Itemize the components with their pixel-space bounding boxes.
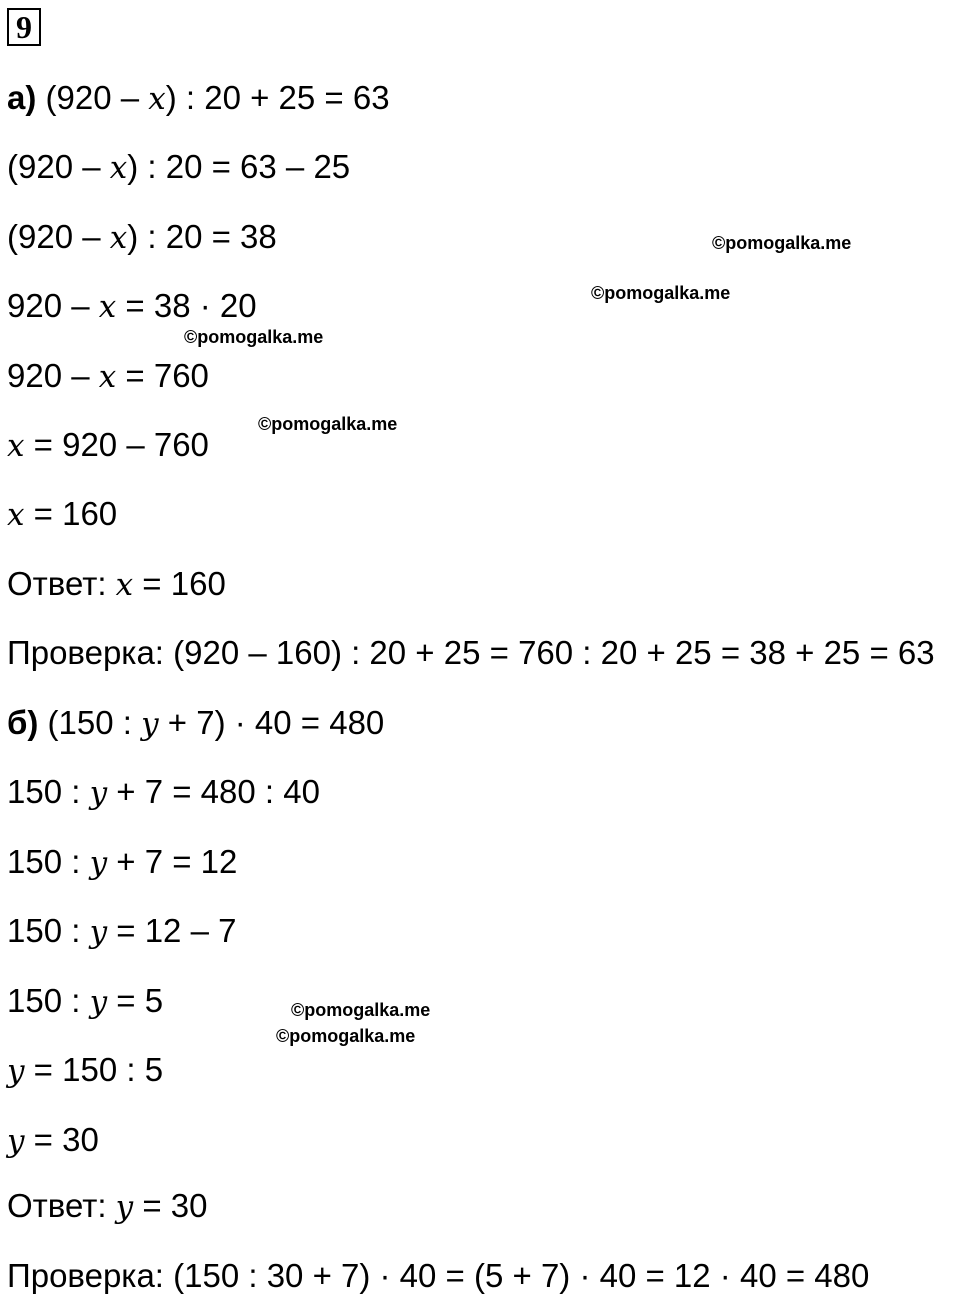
part-b-equation	[7, 703, 384, 744]
variable: y	[89, 984, 108, 1020]
expr-text: = 38 · 20	[116, 287, 257, 324]
expr-text: ) : 20 + 25 = 63	[165, 79, 390, 116]
variable: y	[115, 1189, 134, 1225]
expr-text: = 150 : 5	[24, 1051, 164, 1088]
expr-text: 150 :	[7, 843, 90, 880]
part-a-check: Проверка: (920 – 160) : 20 + 25 = 760 : 20 + 25 = 38 + 25 = 63	[7, 634, 935, 671]
expr-text: (150 :	[47, 704, 142, 741]
expr-text: = 12 – 7	[107, 912, 237, 949]
part-b-step-5	[7, 1050, 163, 1091]
variable: y	[89, 845, 108, 881]
watermark: ©pomogalka.me	[712, 233, 852, 253]
expr-text: Ответ:	[7, 565, 116, 602]
variable: y	[89, 914, 108, 950]
expr-text: 920 –	[7, 357, 99, 394]
variable: x	[7, 428, 25, 464]
part-b-step-6	[7, 1120, 99, 1161]
expr-text: = 5	[107, 982, 164, 1019]
part-a-step-2	[7, 217, 277, 258]
part-a-step-3	[7, 286, 257, 327]
expr-text: = 920 – 760	[24, 426, 209, 463]
watermark: ©pomogalka.me	[184, 327, 324, 347]
part-b-step-3	[7, 911, 236, 952]
watermark: ©pomogalka.me	[276, 1026, 416, 1046]
part-b-step-2	[7, 842, 237, 883]
variable: x	[148, 81, 166, 117]
expr-text: = 760	[116, 357, 209, 394]
expr-text: = 160	[24, 495, 118, 532]
part-a-equation	[7, 78, 390, 119]
expr-text: (920 –	[45, 79, 149, 116]
variable: x	[98, 359, 117, 395]
expr-text: Ответ:	[7, 1187, 116, 1224]
expr-text: 150 :	[7, 982, 90, 1019]
expr-text: 150 :	[7, 773, 90, 810]
task-number: 9	[7, 8, 41, 46]
part-a-step-6	[7, 494, 117, 535]
expr-text: (920 –	[7, 218, 110, 255]
expr-text: = 160	[133, 565, 226, 602]
variable: x	[7, 497, 25, 533]
variable: x	[109, 220, 128, 256]
part-b-label: б)	[7, 704, 39, 741]
variable: y	[141, 706, 159, 742]
part-a-step-4	[7, 356, 209, 397]
expr-text: = 30	[133, 1187, 208, 1224]
variable: y	[7, 1053, 25, 1089]
part-b-step-4	[7, 981, 163, 1022]
variable: y	[7, 1123, 25, 1159]
expr-text: + 7) · 40 = 480	[158, 704, 385, 741]
variable: y	[89, 775, 108, 811]
expr-text: ) : 20 = 38	[127, 218, 277, 255]
expr-text: + 7 = 480 : 40	[107, 773, 320, 810]
variable: x	[115, 567, 134, 603]
expr-text: 920 –	[7, 287, 99, 324]
part-a-step-5	[7, 425, 209, 466]
expr-text: 150 :	[7, 912, 90, 949]
expr-text: (920 –	[7, 148, 110, 185]
variable: x	[109, 150, 128, 186]
part-b-check: Проверка: (150 : 30 + 7) · 40 = (5 + 7) · 40 = 12 · 40 = 480	[7, 1257, 870, 1294]
expr-text: ) : 20 = 63 – 25	[127, 148, 351, 185]
part-a-label: а)	[7, 79, 37, 116]
part-a-step-1	[7, 147, 350, 188]
variable: x	[98, 289, 117, 325]
expr-text: = 30	[24, 1121, 99, 1158]
part-b-step-1	[7, 772, 320, 813]
part-a-answer	[7, 564, 226, 605]
watermark: ©pomogalka.me	[291, 1000, 431, 1020]
watermark: ©pomogalka.me	[258, 414, 398, 434]
part-b-answer	[7, 1186, 208, 1227]
watermark: ©pomogalka.me	[591, 283, 731, 303]
expr-text: + 7 = 12	[107, 843, 238, 880]
